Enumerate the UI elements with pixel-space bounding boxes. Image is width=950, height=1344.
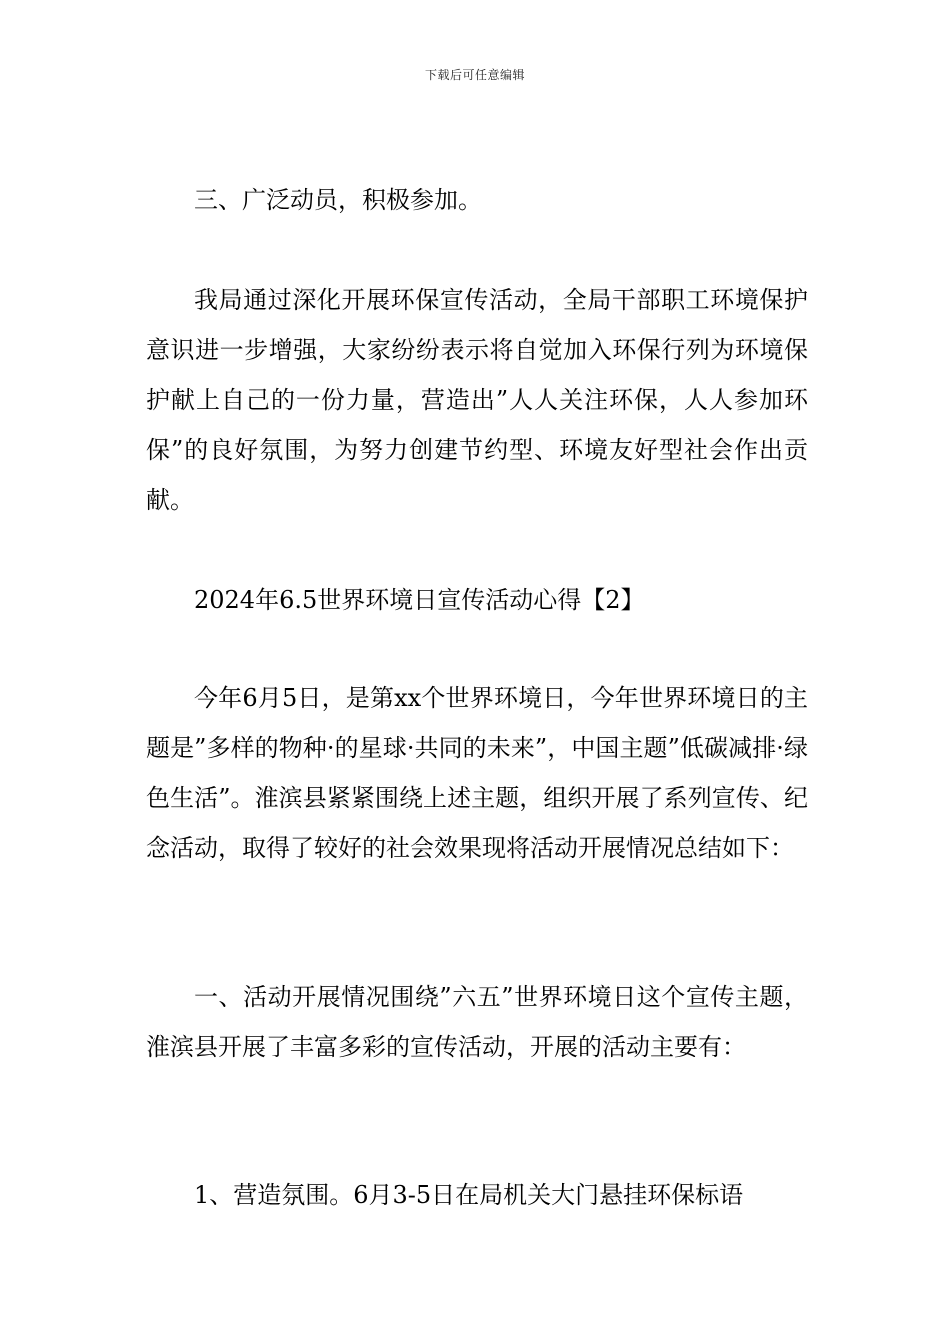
paragraph-section-three-heading xyxy=(146,175,808,225)
paragraph-article-title xyxy=(146,575,808,625)
paragraph-text: 我局通过深化开展环保宣传活动，全局干部职工环境保护意识进一步增强，大家纷纷表示将自觉加入环保行列为环境保护献上自己的一份力量，营造出”人人关注环保，人人参加环保”的良好氛围，为努力创建节约型、环境友好型社会作出贡献。 xyxy=(146,286,808,514)
paragraph-text: 2024年6.5世界环境日宣传活动心得【2】 xyxy=(194,586,645,614)
paragraph-text: 1、营造氛围。6月3-5日在局机关大门悬挂环保标语 xyxy=(194,1181,744,1209)
paragraph-text: 一、活动开展情况围绕”六五”世界环境日这个宣传主题，淮滨县开展了丰富多彩的宣传活动，开展的活动主要有： xyxy=(146,983,808,1061)
paragraph-conclusion xyxy=(146,275,808,525)
page-header-note: 下载后可任意编辑 xyxy=(424,68,525,82)
paragraph-item-one xyxy=(146,1170,808,1220)
paragraph-section-one xyxy=(146,972,808,1072)
paragraph-text: 三、广泛动员，积极参加。 xyxy=(194,186,482,214)
paragraph-intro xyxy=(146,673,808,873)
paragraph-text: 今年6月5日，是第xx个世界环境日，今年世界环境日的主题是”多样的物种·的星球·共同的未来”，中国主题”低碳减排·绿色生活”。淮滨县紧紧围绕上述主题，组织开展了系列宣传、纪念活动，取得了较好的社会效果现将活动开展情况总结如下： xyxy=(146,684,808,862)
